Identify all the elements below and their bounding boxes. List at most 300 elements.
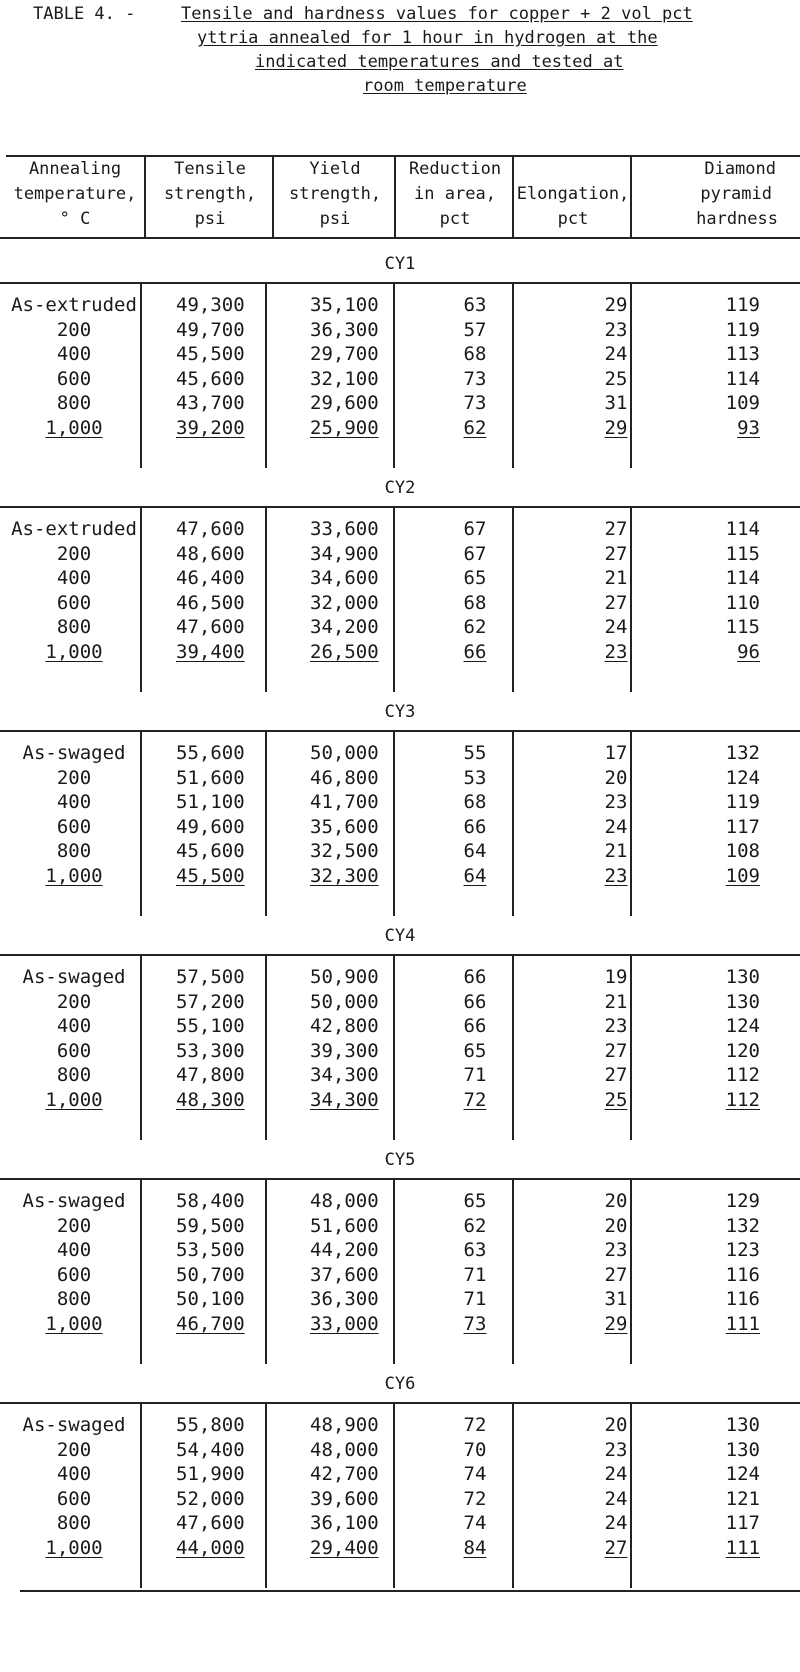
table-row: [0, 565, 800, 591]
elongation-cell: 24: [604, 1487, 628, 1510]
reduction-in-area-cell: 68: [463, 791, 487, 813]
caption-line-3: indicated temperatures and tested at: [255, 52, 624, 72]
yield-strength-cell: 36,300: [310, 1288, 379, 1310]
elongation-cell: 23: [604, 1015, 628, 1037]
annealing-temperature-cell: 600: [56, 815, 92, 838]
table-row: [0, 1311, 800, 1337]
hardness-cell: 113: [725, 343, 760, 365]
header-text: Yield: [309, 159, 361, 179]
table-row: [0, 740, 800, 766]
annealing-temperature-cell: 200: [56, 766, 92, 789]
header-text: Annealing: [28, 159, 122, 179]
hardness-cell: 96: [737, 640, 760, 663]
annealing-temperature-cell: 400: [56, 343, 92, 365]
header-text: hardness: [696, 209, 778, 229]
yield-strength-cell: 33,000: [310, 1312, 379, 1335]
annealing-temperature-cell: As-swaged: [22, 966, 126, 988]
annealing-temperature-cell: 1,000: [45, 640, 103, 663]
elongation-cell: 31: [604, 392, 628, 414]
yield-strength-cell: 32,000: [310, 591, 379, 614]
table-row: [0, 989, 800, 1015]
reduction-in-area-cell: 72: [463, 1487, 487, 1510]
tensile-strength-cell: 55,600: [176, 742, 245, 764]
tensile-strength-cell: 44,000: [176, 1536, 245, 1559]
table-row: [0, 1286, 800, 1312]
yield-strength-cell: 48,000: [310, 1438, 379, 1461]
yield-strength-cell: 34,900: [310, 542, 379, 565]
yield-strength-cell: 29,400: [310, 1536, 379, 1559]
header-diamond-pyramid-hardness: [630, 157, 800, 237]
table-row: [0, 1461, 800, 1487]
annealing-temperature-cell: 1,000: [45, 864, 103, 887]
elongation-cell: 27: [604, 518, 628, 540]
header-text: ° C: [59, 209, 91, 229]
annealing-temperature-cell: 800: [56, 392, 92, 414]
elongation-cell: 29: [604, 294, 628, 316]
alloy-group: [0, 472, 800, 700]
reduction-in-area-cell: 55: [463, 742, 487, 764]
tensile-strength-cell: 52,000: [176, 1487, 245, 1510]
annealing-temperature-cell: As-extruded: [11, 518, 137, 540]
annealing-temperature-cell: 800: [56, 616, 92, 638]
header-tensile-strength: [144, 157, 274, 237]
annealing-temperature-cell: 200: [56, 318, 92, 341]
alloy-group: [0, 696, 800, 924]
annealing-temperature-cell: As-swaged: [22, 742, 126, 764]
reduction-in-area-cell: 57: [463, 318, 487, 341]
reduction-in-area-cell: 65: [463, 1190, 487, 1212]
table-row: [0, 292, 800, 318]
annealing-temperature-cell: 800: [56, 1512, 92, 1534]
table-row: [0, 614, 800, 640]
hardness-cell: 112: [725, 1088, 760, 1111]
alloy-group: [0, 248, 800, 476]
elongation-cell: 20: [604, 766, 628, 789]
annealing-temperature-cell: 600: [56, 367, 92, 390]
table-row: [0, 765, 800, 791]
header-annealing-temperature: [6, 157, 144, 237]
yield-strength-cell: 50,000: [310, 990, 379, 1013]
tensile-strength-cell: 57,200: [176, 990, 245, 1013]
elongation-cell: 27: [604, 542, 628, 565]
elongation-cell: 19: [604, 966, 628, 988]
elongation-cell: 24: [604, 1512, 628, 1534]
yield-strength-cell: 32,300: [310, 864, 379, 887]
yield-strength-cell: 41,700: [310, 791, 379, 813]
tensile-strength-cell: 45,600: [176, 367, 245, 390]
alloy-code: CY3: [384, 702, 416, 722]
table-row: [0, 541, 800, 567]
table-row: [0, 789, 800, 815]
table-row: [0, 1038, 800, 1064]
annealing-temperature-cell: As-extruded: [11, 294, 137, 316]
yield-strength-cell: 36,100: [310, 1512, 379, 1534]
header-elongation: [512, 157, 632, 237]
group-separator: [0, 730, 800, 732]
tensile-strength-cell: 46,400: [176, 567, 245, 589]
annealing-temperature-cell: 1,000: [45, 1088, 103, 1111]
yield-strength-cell: 35,100: [310, 294, 379, 316]
group-separator: [0, 1178, 800, 1180]
reduction-in-area-cell: 73: [463, 367, 487, 390]
hardness-cell: 114: [725, 518, 760, 540]
annealing-temperature-cell: 1,000: [45, 1312, 103, 1335]
hardness-cell: 108: [725, 840, 760, 862]
annealing-temperature-cell: 800: [56, 840, 92, 862]
table-row: [0, 814, 800, 840]
alloy-group: [0, 1368, 800, 1596]
yield-strength-cell: 32,500: [310, 840, 379, 862]
reduction-in-area-cell: 71: [463, 1064, 487, 1086]
table-row: [0, 639, 800, 665]
table-row: [0, 415, 800, 441]
header-text: temperature,: [13, 184, 137, 204]
hardness-cell: 130: [725, 966, 760, 988]
reduction-in-area-cell: 66: [463, 815, 487, 838]
reduction-in-area-cell: 70: [463, 1438, 487, 1461]
hardness-cell: 132: [725, 1214, 760, 1237]
tensile-strength-cell: 39,400: [176, 640, 245, 663]
yield-strength-cell: 34,600: [310, 567, 379, 589]
tensile-strength-cell: 43,700: [176, 392, 245, 414]
alloy-code: CY4: [384, 926, 416, 946]
tensile-strength-cell: 46,500: [176, 591, 245, 614]
header-text: psi: [194, 209, 226, 229]
table-row: [0, 1013, 800, 1039]
yield-strength-cell: 32,100: [310, 367, 379, 390]
annealing-temperature-cell: 400: [56, 1463, 92, 1485]
table-row: [0, 1510, 800, 1536]
elongation-cell: 27: [604, 1039, 628, 1062]
group-separator: [0, 1402, 800, 1404]
table-row: [0, 1437, 800, 1463]
header-reduction-in-area: [394, 157, 514, 237]
elongation-cell: 27: [604, 1064, 628, 1086]
yield-strength-cell: 50,000: [310, 742, 379, 764]
elongation-cell: 23: [604, 1239, 628, 1261]
table-row: [0, 1535, 800, 1561]
tensile-strength-cell: 47,600: [176, 1512, 245, 1534]
elongation-cell: 27: [604, 591, 628, 614]
elongation-cell: 29: [604, 416, 628, 439]
tensile-strength-cell: 51,900: [176, 1463, 245, 1485]
yield-strength-cell: 42,800: [310, 1015, 379, 1037]
alloy-code: CY5: [384, 1150, 416, 1170]
tensile-strength-cell: 39,200: [176, 416, 245, 439]
annealing-temperature-cell: 600: [56, 591, 92, 614]
hardness-cell: 93: [737, 416, 760, 439]
reduction-in-area-cell: 73: [463, 1312, 487, 1335]
tensile-strength-cell: 51,100: [176, 791, 245, 813]
reduction-in-area-cell: 68: [463, 591, 487, 614]
annealing-temperature-cell: 800: [56, 1064, 92, 1086]
hardness-cell: 110: [725, 591, 760, 614]
alloy-group: [0, 920, 800, 1148]
yield-strength-cell: 50,900: [310, 966, 379, 988]
reduction-in-area-cell: 63: [463, 1239, 487, 1261]
caption-line-2: yttria annealed for 1 hour in hydrogen at the: [197, 28, 658, 48]
yield-strength-cell: 29,700: [310, 343, 379, 365]
table-caption: [0, 2, 800, 102]
header-text: Elongation,: [516, 184, 630, 204]
table-row: [0, 590, 800, 616]
yield-strength-cell: 29,600: [310, 392, 379, 414]
elongation-cell: 23: [604, 1438, 628, 1461]
annealing-temperature-cell: 200: [56, 542, 92, 565]
yield-strength-cell: 39,300: [310, 1039, 379, 1062]
table-row: [0, 1213, 800, 1239]
hardness-cell: 132: [725, 742, 760, 764]
hardness-cell: 117: [725, 1512, 760, 1534]
table-row: [0, 516, 800, 542]
yield-strength-cell: 42,700: [310, 1463, 379, 1485]
yield-strength-cell: 37,600: [310, 1263, 379, 1286]
table-row: [0, 1262, 800, 1288]
hardness-cell: 121: [725, 1487, 760, 1510]
group-separator: [0, 506, 800, 508]
hardness-cell: 116: [725, 1263, 760, 1286]
annealing-temperature-cell: As-swaged: [22, 1190, 126, 1212]
annealing-temperature-cell: 200: [56, 1214, 92, 1237]
yield-strength-cell: 51,600: [310, 1214, 379, 1237]
elongation-cell: 21: [604, 567, 628, 589]
caption-line-4: room temperature: [363, 76, 527, 96]
elongation-cell: 21: [604, 990, 628, 1013]
alloy-code: CY1: [384, 254, 416, 274]
reduction-in-area-cell: 72: [463, 1088, 487, 1111]
annealing-temperature-cell: 400: [56, 791, 92, 813]
tensile-strength-cell: 50,700: [176, 1263, 245, 1286]
caption-line-1: Tensile and hardness values for copper + 2 vol pct: [181, 4, 693, 24]
table-row: [0, 1062, 800, 1088]
hardness-cell: 123: [725, 1239, 760, 1261]
header-text: pct: [557, 209, 589, 229]
table-row: [0, 390, 800, 416]
hardness-cell: 111: [725, 1312, 760, 1335]
annealing-temperature-cell: 400: [56, 1239, 92, 1261]
annealing-temperature-cell: 600: [56, 1487, 92, 1510]
elongation-cell: 20: [604, 1190, 628, 1212]
tensile-strength-cell: 49,600: [176, 815, 245, 838]
elongation-cell: 25: [604, 1088, 628, 1111]
elongation-cell: 24: [604, 616, 628, 638]
tensile-strength-cell: 54,400: [176, 1438, 245, 1461]
yield-strength-cell: 46,800: [310, 766, 379, 789]
hardness-cell: 130: [725, 990, 760, 1013]
tensile-strength-cell: 47,600: [176, 616, 245, 638]
table-label: TABLE 4. -: [33, 4, 146, 24]
elongation-cell: 29: [604, 1312, 628, 1335]
hardness-cell: 130: [725, 1438, 760, 1461]
reduction-in-area-cell: 66: [463, 1015, 487, 1037]
hardness-cell: 109: [725, 864, 760, 887]
alloy-group: [0, 1144, 800, 1372]
annealing-temperature-cell: 1,000: [45, 1536, 103, 1559]
reduction-in-area-cell: 67: [463, 542, 487, 565]
tensile-strength-cell: 45,600: [176, 840, 245, 862]
table-row: [0, 366, 800, 392]
yield-strength-cell: 44,200: [310, 1239, 379, 1261]
reduction-in-area-cell: 53: [463, 766, 487, 789]
annealing-temperature-cell: 1,000: [45, 416, 103, 439]
hardness-cell: 119: [725, 791, 760, 813]
tensile-strength-cell: 55,800: [176, 1414, 245, 1436]
elongation-cell: 24: [604, 343, 628, 365]
elongation-cell: 27: [604, 1263, 628, 1286]
hardness-cell: 114: [725, 367, 760, 390]
tensile-strength-cell: 58,400: [176, 1190, 245, 1212]
hardness-cell: 129: [725, 1190, 760, 1212]
elongation-cell: 24: [604, 1463, 628, 1485]
tensile-strength-cell: 55,100: [176, 1015, 245, 1037]
yield-strength-cell: 35,600: [310, 815, 379, 838]
header-yield-strength: [272, 157, 396, 237]
reduction-in-area-cell: 64: [463, 840, 487, 862]
table-row: [0, 341, 800, 367]
table-bottom-rule: [20, 1590, 800, 1592]
table-row: [0, 863, 800, 889]
tensile-strength-cell: 47,800: [176, 1064, 245, 1086]
group-separator: [0, 954, 800, 956]
header-text: strength,: [163, 184, 257, 204]
elongation-cell: 21: [604, 840, 628, 862]
reduction-in-area-cell: 66: [463, 966, 487, 988]
table-row: [0, 1087, 800, 1113]
header-text: pyramid: [700, 184, 772, 204]
elongation-cell: 27: [604, 1536, 628, 1559]
tensile-strength-cell: 51,600: [176, 766, 245, 789]
reduction-in-area-cell: 64: [463, 864, 487, 887]
yield-strength-cell: 36,300: [310, 318, 379, 341]
hardness-cell: 114: [725, 567, 760, 589]
tensile-strength-cell: 45,500: [176, 343, 245, 365]
hardness-cell: 124: [725, 766, 760, 789]
annealing-temperature-cell: 800: [56, 1288, 92, 1310]
table-header: [0, 155, 800, 239]
tensile-strength-cell: 48,300: [176, 1088, 245, 1111]
header-text: Diamond: [704, 159, 776, 179]
reduction-in-area-cell: 68: [463, 343, 487, 365]
header-text: Reduction: [408, 159, 502, 179]
annealing-temperature-cell: 400: [56, 567, 92, 589]
yield-strength-cell: 34,200: [310, 616, 379, 638]
annealing-temperature-cell: 600: [56, 1263, 92, 1286]
annealing-temperature-cell: 600: [56, 1039, 92, 1062]
header-text: strength,: [288, 184, 382, 204]
elongation-cell: 23: [604, 864, 628, 887]
annealing-temperature-cell: 200: [56, 990, 92, 1013]
header-text: [514, 157, 632, 182]
group-separator: [0, 282, 800, 284]
tensile-strength-cell: 49,300: [176, 294, 245, 316]
reduction-in-area-cell: 71: [463, 1263, 487, 1286]
reduction-in-area-cell: 65: [463, 1039, 487, 1062]
header-text: pct: [439, 209, 471, 229]
yield-strength-cell: 39,600: [310, 1487, 379, 1510]
tensile-strength-cell: 53,500: [176, 1239, 245, 1261]
tensile-strength-cell: 47,600: [176, 518, 245, 540]
yield-strength-cell: 25,900: [310, 416, 379, 439]
hardness-cell: 111: [725, 1536, 760, 1559]
hardness-cell: 116: [725, 1288, 760, 1310]
tensile-strength-cell: 45,500: [176, 864, 245, 887]
tensile-strength-cell: 53,300: [176, 1039, 245, 1062]
elongation-cell: 23: [604, 791, 628, 813]
reduction-in-area-cell: 62: [463, 1214, 487, 1237]
table-row: [0, 1237, 800, 1263]
header-text: psi: [319, 209, 351, 229]
table-row: [0, 1412, 800, 1438]
hardness-cell: 124: [725, 1015, 760, 1037]
hardness-cell: 115: [725, 542, 760, 565]
reduction-in-area-cell: 62: [463, 616, 487, 638]
reduction-in-area-cell: 71: [463, 1288, 487, 1310]
reduction-in-area-cell: 73: [463, 392, 487, 414]
tensile-strength-cell: 57,500: [176, 966, 245, 988]
annealing-temperature-cell: 400: [56, 1015, 92, 1037]
tensile-strength-cell: 46,700: [176, 1312, 245, 1335]
alloy-code: CY6: [384, 1374, 416, 1394]
tensile-strength-cell: 49,700: [176, 318, 245, 341]
reduction-in-area-cell: 62: [463, 416, 487, 439]
elongation-cell: 17: [604, 742, 628, 764]
table-row: [0, 838, 800, 864]
reduction-in-area-cell: 66: [463, 990, 487, 1013]
elongation-cell: 23: [604, 640, 628, 663]
hardness-cell: 130: [725, 1414, 760, 1436]
elongation-cell: 20: [604, 1214, 628, 1237]
reduction-in-area-cell: 65: [463, 567, 487, 589]
yield-strength-cell: 33,600: [310, 518, 379, 540]
hardness-cell: 119: [725, 294, 760, 316]
reduction-in-area-cell: 63: [463, 294, 487, 316]
yield-strength-cell: 34,300: [310, 1088, 379, 1111]
reduction-in-area-cell: 74: [463, 1463, 487, 1485]
header-text: Tensile: [174, 159, 246, 179]
yield-strength-cell: 48,900: [310, 1414, 379, 1436]
header-text: in area,: [414, 184, 496, 204]
hardness-cell: 117: [725, 815, 760, 838]
reduction-in-area-cell: 74: [463, 1512, 487, 1534]
annealing-temperature-cell: As-swaged: [22, 1414, 126, 1436]
tensile-strength-cell: 48,600: [176, 542, 245, 565]
tensile-strength-cell: 59,500: [176, 1214, 245, 1237]
hardness-cell: 109: [725, 392, 760, 414]
table-row: [0, 1486, 800, 1512]
elongation-cell: 31: [604, 1288, 628, 1310]
table-row: [0, 317, 800, 343]
reduction-in-area-cell: 66: [463, 640, 487, 663]
hardness-cell: 120: [725, 1039, 760, 1062]
elongation-cell: 24: [604, 815, 628, 838]
elongation-cell: 20: [604, 1414, 628, 1436]
hardness-cell: 124: [725, 1463, 760, 1485]
reduction-in-area-cell: 67: [463, 518, 487, 540]
alloy-code: CY2: [384, 478, 416, 498]
hardness-cell: 112: [725, 1064, 760, 1086]
tensile-strength-cell: 50,100: [176, 1288, 245, 1310]
reduction-in-area-cell: 72: [463, 1414, 487, 1436]
yield-strength-cell: 48,000: [310, 1190, 379, 1212]
table-row: [0, 1188, 800, 1214]
yield-strength-cell: 34,300: [310, 1064, 379, 1086]
hardness-cell: 115: [725, 616, 760, 638]
reduction-in-area-cell: 84: [463, 1536, 487, 1559]
elongation-cell: 23: [604, 318, 628, 341]
table-row: [0, 964, 800, 990]
annealing-temperature-cell: 200: [56, 1438, 92, 1461]
elongation-cell: 25: [604, 367, 628, 390]
